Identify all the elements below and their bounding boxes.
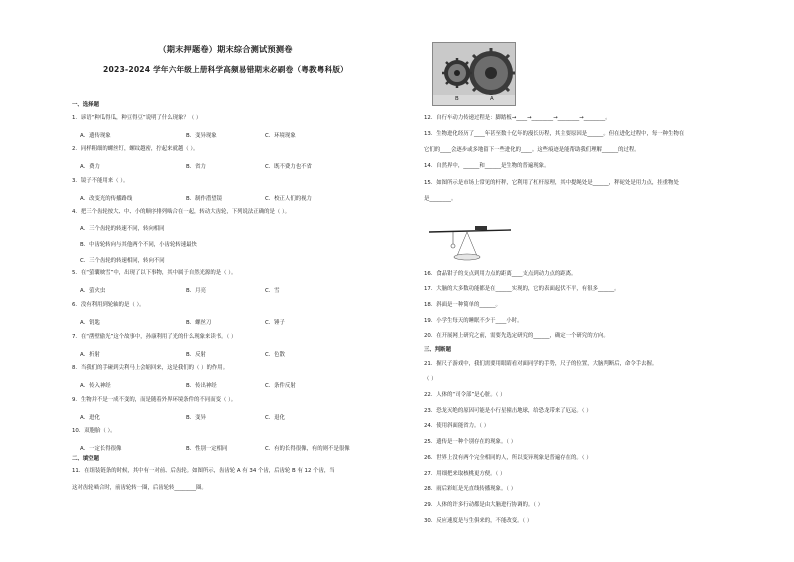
question-27: 27．用细把来取核桃更方便。（ ） [424,471,506,477]
q7-option-c: C．色散 [265,352,285,358]
q6-option-a: A．钥匙 [80,320,100,326]
q8-option-a: A．传入神经 [80,383,111,389]
question-2: 2．同样粗细的螺丝钉，螺纹越密，拧起来就越（ ）。 [72,146,199,152]
steelyard-figure [427,226,515,264]
question-7: 7．在“凿壁偷光”这个故事中，孙康利用了光的什么现象来读书。（ ） [72,334,237,340]
question-13-line1: 13．生物进化经历了____年甚至数十亿年的漫长历程，其主要原因是______。但在进化过程中，每一种生物在 [424,131,685,137]
question-24: 24．使用斜面能省力。（ ） [424,423,490,429]
question-5: 5．在“萤囊映雪”中，出现了以下事物，其中属于自然光源的是（ ）。 [72,270,237,276]
q8-option-c: C．条件反射 [265,383,296,389]
question-17: 17．大脑的大多数功能都是在______实现的，它的表面起伏不平，有很多______。 [424,286,620,292]
question-13-line2: 它们的____会逐步或多地留下一些进化的____。这些痕迹是能帮助我们理解______的过程。 [424,147,640,153]
q9-option-c: C．退化 [265,415,285,421]
gear-figure [432,42,516,106]
gear-label-b: B [455,96,459,102]
q2-option-a: A．费力 [80,164,100,170]
question-26: 26．世界上没有两个完全相同的人，所以变异现象是普遍存在的。（ ） [424,455,592,461]
question-21-line1: 21．握尺子游戏中，我们需要用眼睛看对面同学的手势，尺子的位置，大脑判断后，命令手去握。 [424,361,658,367]
q4-option-b: B．中齿轮转向与其他两个不同，小齿轮转速最快 [80,242,197,248]
section-judge-heading: 三、判断题 [424,347,451,353]
exam-title-line2: 2023-2024 学年六年级上册科学高频易错期末必刷卷（粤教粤科版） [103,65,348,74]
q3-option-a: A．改变光的传播路线 [80,196,133,202]
question-15-line2: 是________。 [424,196,457,202]
q3-option-c: C．校正人们的视力 [265,196,312,202]
q10-option-c: C．有的长得很像，有的则不是很像 [265,446,350,452]
question-22: 22．人体的“司令部”是心脏。（ ） [424,392,506,398]
q4-option-a: A．三个齿轮的转速不同，转向相同 [80,226,165,232]
q5-option-c: C．雪 [265,288,280,294]
question-9: 9．生物并不是一成不变的，而是随着外界环境条件的不同而变（ ）。 [72,397,237,403]
question-19: 19．小学生每天的睡眠不少于____小时。 [424,318,523,324]
q7-option-b: B．反射 [186,352,206,358]
question-3: 3．镜子不能用来（ ）。 [72,178,129,184]
q2-option-c: C．既不费力也不省 [265,164,312,170]
section-choice-heading: 一、选择题 [72,102,99,108]
question-21-line2: （ ） [424,376,437,382]
question-1: 1．谚语“种瓜得瓜，种豆得豆”说明了什么现象？（ ） [72,115,202,121]
question-23: 23．恐龙灭绝的原因可能是小行星撞击地球，给恐龙带来了厄运。（ ） [424,408,592,414]
question-20: 20．在开展网上研究之前，需要先选定研究的______，确定一个研究的方向。 [424,333,609,339]
q6-option-c: C．锤子 [265,320,285,326]
q1-option-b: B．变异现象 [186,133,217,139]
question-14: 14．自然界中，______和______是生物的普遍现象。 [424,163,550,169]
question-25: 25．遗传是一种个别存在的现象。（ ） [424,439,517,445]
question-11-line2: 这对齿轮啮合时，前齿轮转一圈，后齿轮转________圈。 [72,485,207,491]
question-15-line1: 15．如图所示是市场上常见的杆秤，它利用了杠杆原理，其中提绳处是______，秤砣处是用力点，挂重物处 [424,180,679,186]
q5-option-b: B．月亮 [186,288,206,294]
q9-option-b: B．变异 [186,415,206,421]
question-6: 6．没有利用到轮轴的是（ ）。 [72,302,145,308]
q9-option-a: A．进化 [80,415,100,421]
q1-option-c: C．环境现象 [265,133,296,139]
q3-option-b: B．制作潜望镜 [186,196,223,202]
steelyard-icon [427,226,515,264]
question-4: 4．把三个齿轮按大、中、小的顺序排列啮合在一起，转动大齿轮，下列说法正确的是（ ）。 [72,209,291,215]
q7-option-a: A．折射 [80,352,100,358]
section-fill-heading: 二、填空题 [72,456,99,462]
q8-option-b: B．传出神经 [186,383,217,389]
gear-photo-icon [433,43,515,105]
q6-option-b: B．螺丝刀 [186,320,212,326]
question-30: 30．反应速度是与生俱来的，不能改变。（ ） [424,518,533,524]
question-10: 10．双胞胎（ ）。 [72,428,116,434]
question-8: 8．当我们的手碰到尖利马上会缩回来，这是我们的（ ）的作用。 [72,365,229,371]
question-18: 18．斜面是一种简单的______。 [424,302,501,308]
exam-title-line1: （期末押题卷）期末综合测试预测卷 [158,44,293,54]
q1-option-a: A．遗传现象 [80,133,111,139]
q10-option-a: A．一定长得很像 [80,446,122,452]
q4-option-c: C．三个齿轮的转速相同，转向不同 [80,258,165,264]
question-11-line1: 11．在组装链条的时候，其中有一对前、后齿轮。如图所示，齿齿轮 A 有 34 个齿，后齿轮 B 有 12 个齿，当 [72,468,335,474]
question-16: 16．食品钳子的支点到用力点的距离____支点到动力点的距离。 [424,271,577,277]
gear-label-a: A [490,96,494,102]
question-28: 28．雨后彩虹是光直线传播现象。（ ） [424,486,517,492]
question-29: 29．人体的许多行动都是由大脑进行协调的。（ ） [424,502,544,508]
q10-option-b: B．性别一定相同 [186,446,228,452]
question-12: 12．自行车动力传递过程是：脚踏板→____→________→________→________。 [424,115,611,121]
q2-option-b: B．省力 [186,164,206,170]
q5-option-a: A．萤火虫 [80,288,106,294]
